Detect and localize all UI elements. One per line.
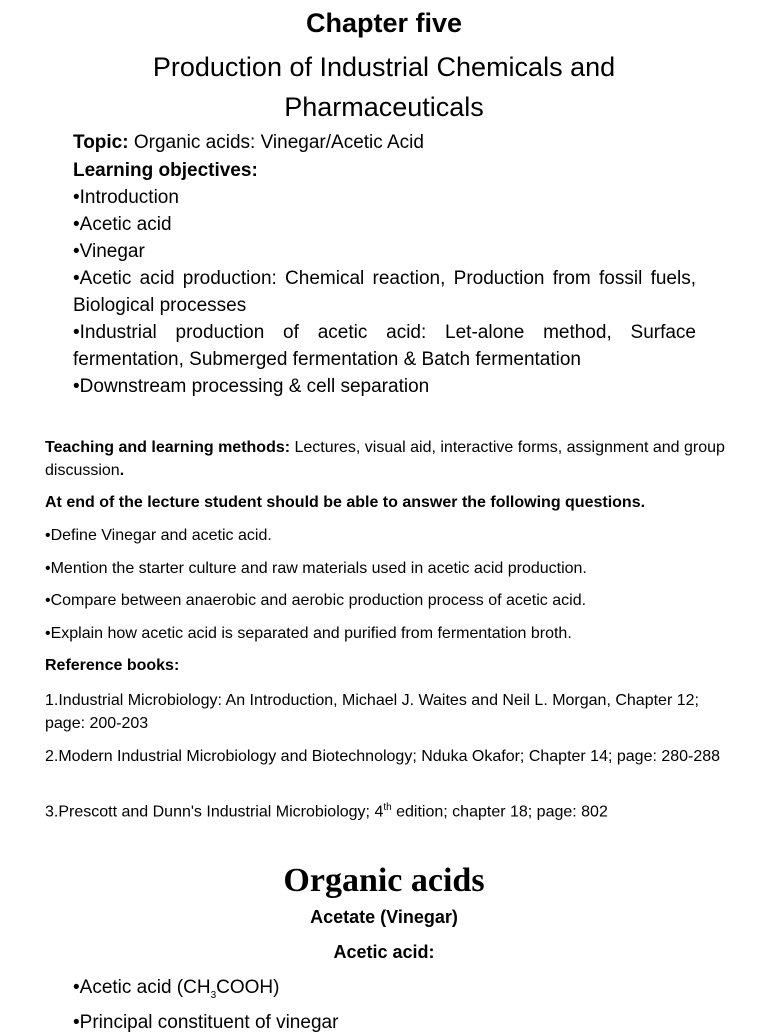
teaching-end: .	[119, 462, 125, 479]
teaching-text: Lectures, visual aid, interactive forms, assignment and group discussion	[45, 439, 725, 479]
objective-item: •Introduction	[73, 187, 179, 208]
references-heading: Reference books:	[45, 657, 180, 674]
reference-item	[45, 802, 608, 821]
learning-objectives-heading: Learning objectives:	[73, 160, 258, 181]
objective-item: •Industrial production of acetic acid: Let-alone method, Surface fermentation, Submerged fermentation & Batch fermentation	[73, 322, 696, 370]
objective-item: •Downstream processing & cell separation	[73, 376, 430, 397]
chapter-subtitle-line1: Production of Industrial Chemicals and	[152, 52, 616, 82]
formula-subscript: 3	[210, 989, 217, 1001]
acetate-subtitle: Acetate (Vinegar)	[310, 907, 458, 927]
reference3-text: 3.Prescott and Dunn's Industrial Microbiology; 4	[45, 803, 384, 821]
teaching-label: Teaching and learning methods:	[45, 439, 291, 456]
vinegar-constituent-item: •Principal constituent of vinegar	[73, 1012, 339, 1033]
objective-item: •Vinegar	[73, 241, 145, 262]
reference-item: 1.Industrial Microbiology: An Introduction, Michael J. Waites and Neil L. Morgan, Chapter 12; page: 200-203	[45, 692, 699, 732]
questions-heading: At end of the lecture student should be able to answer the following questions.	[45, 494, 646, 511]
chapter-title: Chapter five	[305, 8, 463, 38]
topic-label: Topic:	[73, 132, 129, 153]
reference3-text-end: edition; chapter 18; page: 802	[391, 803, 608, 821]
chapter-subtitle-line2: Pharmaceuticals	[284, 92, 484, 122]
objective-item: •Acetic acid production: Chemical reaction, Production from fossil fuels, Biological processes	[73, 268, 696, 316]
acetic-acid-formula-item	[73, 977, 279, 1001]
topic-text: Organic acids: Vinegar/Acetic Acid	[128, 132, 424, 153]
teaching-methods	[45, 436, 725, 482]
reference-item: 2.Modern Industrial Microbiology and Biotechnology; Nduka Okafor; Chapter 14; page: 280-288	[45, 748, 721, 765]
question-item: •Mention the starter culture and raw materials used in acetic acid production.	[45, 560, 587, 577]
objective-item: •Acetic acid	[73, 214, 172, 235]
acetic-acid-heading: Acetic acid:	[333, 942, 435, 962]
question-item: •Define Vinegar and acetic acid.	[45, 527, 272, 544]
organic-acids-title: Organic acids	[283, 862, 485, 899]
formula-text-end: COOH)	[216, 977, 280, 998]
formula-text: •Acetic acid (CH	[73, 977, 211, 998]
question-item: •Explain how acetic acid is separated and purified from fermentation broth.	[45, 625, 572, 642]
question-item: •Compare between anaerobic and aerobic production process of acetic acid.	[45, 592, 587, 609]
reference3-superscript: th	[383, 802, 392, 813]
topic-line	[73, 132, 424, 154]
